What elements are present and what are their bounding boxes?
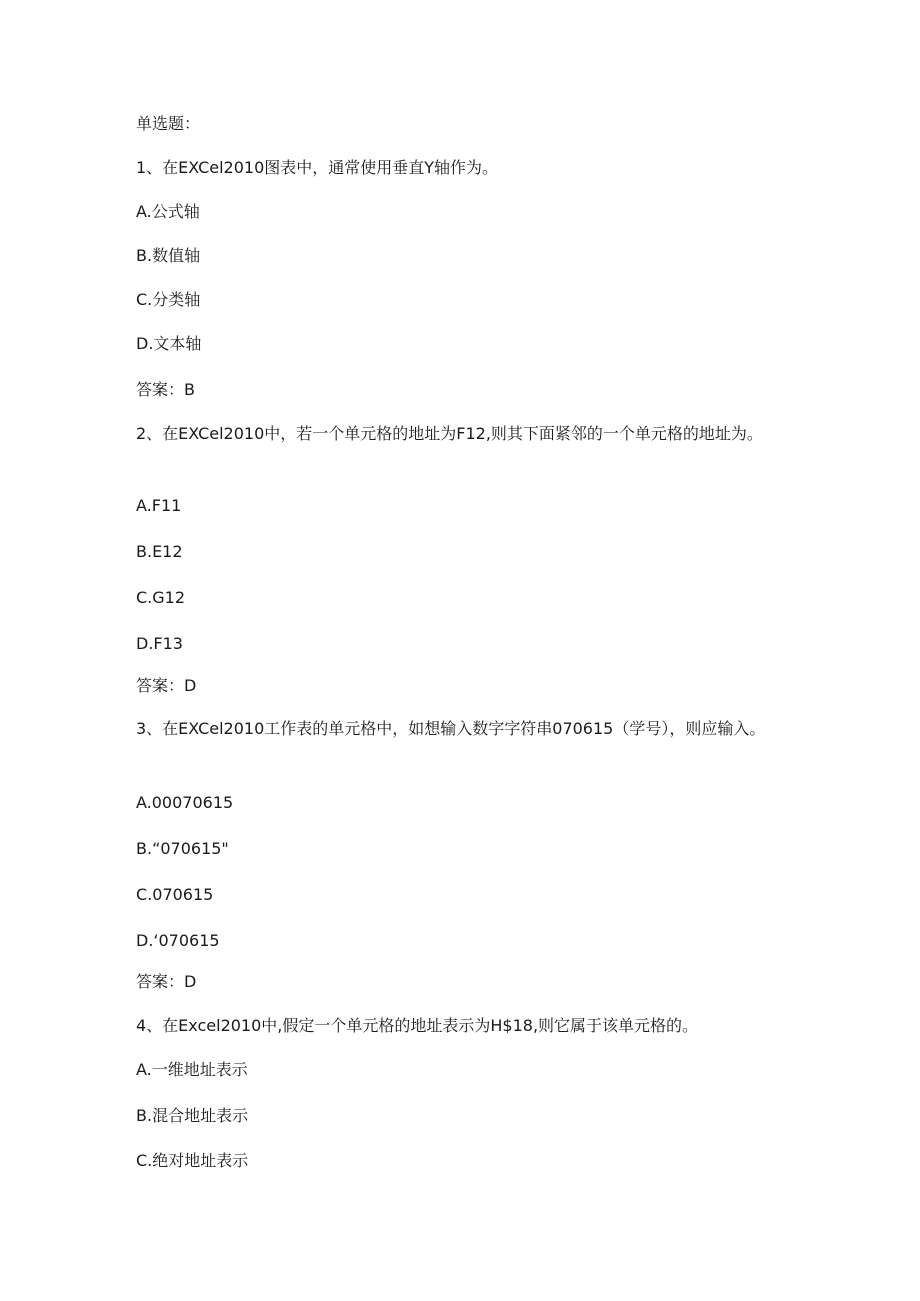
question-1-option-d: D.文本轴 <box>136 334 202 353</box>
question-4-option-c: C.绝对地址表示 <box>136 1151 249 1170</box>
question-3-option-d: D.‘070615 <box>136 931 220 950</box>
section-title: 单选题： <box>136 114 201 133</box>
question-2-option-d: D.F13 <box>136 634 183 653</box>
question-3-option-b: B.“070615" <box>136 839 229 858</box>
question-4-stem: 4、在Excel2010中,假定一个单元格的地址表示为H$18,则它属于该单元格的。 <box>136 1016 699 1035</box>
question-1-option-b: B.数值轴 <box>136 246 201 265</box>
question-4-option-a: A.一维地址表示 <box>136 1060 248 1079</box>
question-4-option-b: B.混合地址表示 <box>136 1106 249 1125</box>
question-2-answer: 答案：D <box>136 676 197 695</box>
question-1-option-c: C.分类轴 <box>136 290 201 309</box>
question-3-answer: 答案：D <box>136 972 197 991</box>
question-1-answer: 答案：B <box>136 380 195 399</box>
question-3-option-a: A.00070615 <box>136 793 234 812</box>
question-1-option-a: A.公式轴 <box>136 202 200 221</box>
question-3-stem: 3、在EXCel2010工作表的单元格中，如想输入数字字符串070615（学号），则应输入。 <box>136 719 766 738</box>
question-3-option-c: C.070615 <box>136 885 214 904</box>
question-1-stem: 1、在EXCel2010图表中，通常使用垂直Y轴作为。 <box>136 158 499 177</box>
question-2-option-b: B.E12 <box>136 542 183 561</box>
question-2-option-a: A.F11 <box>136 496 182 515</box>
question-2-stem: 2、在EXCel2010中，若一个单元格的地址为F12,则其下面紧邻的一个单元格的地址为。 <box>136 424 763 443</box>
question-2-option-c: C.G12 <box>136 588 186 607</box>
